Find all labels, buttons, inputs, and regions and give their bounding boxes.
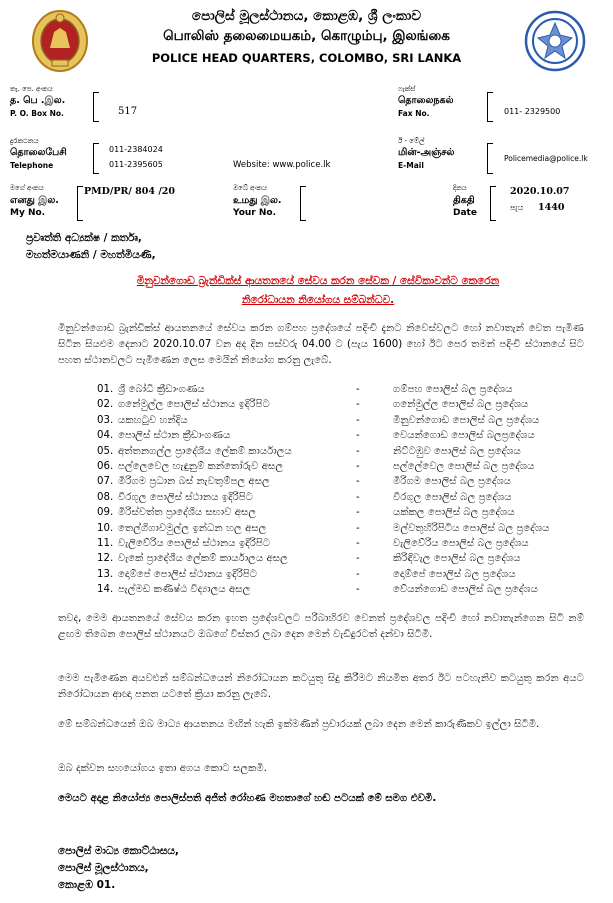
place-number: 03. (97, 414, 114, 426)
paragraph-4: මේ සම්බන්ධයෙන් ඔබ මාධ්‍ය ආයතනය මඟින් හැකි ඉක්මණින් ප්‍රචාරයක් ලබා දෙන මෙන් කාරුණිකව ඉල්ලා සිටිමි. (58, 719, 540, 730)
place-number: 06. (97, 461, 114, 472)
place-division: මීරිගම පොලිස් බල ප්‍රදේශය (393, 476, 512, 488)
place-name: යකහටුව හන්දිය (118, 414, 188, 426)
place-division: නිට්ටඹුව පොලිස් බල ප්‍රදේශය (393, 445, 521, 457)
place-dash: - (356, 553, 360, 565)
place-dash: - (356, 414, 360, 426)
phone-label-en: Telephone (10, 161, 54, 170)
place-name: දොම්පේ පොලිස් ස්ථානය ඉදිරිපිට (118, 568, 258, 580)
place-dash: - (356, 522, 360, 534)
addressee-line-1: ප්‍රවෘත්ති අධ්‍යක්ෂ / කර්තෘ, (26, 232, 142, 244)
place-dash: - (356, 399, 360, 411)
header-title-tamil: பொலிஸ் தலைமையகம், கொழும்பு, இலங்கை (163, 28, 450, 44)
pobox-value: 517 (118, 106, 138, 117)
place-division: යක්කල පොලිස් බල ප්‍රදේශය (393, 507, 515, 519)
place-division: වේයන්ගොඩ පොලිස් බල ප්‍රදේශය (393, 584, 539, 596)
place-dash: - (356, 491, 360, 503)
place-name: පොලිස් ස්ථාන ක්‍රීඩාංගණය (118, 430, 231, 442)
place-dash: - (356, 384, 360, 395)
place-dash: - (356, 445, 360, 457)
place-number: 07. (97, 476, 114, 488)
place-name: පැල්මඩ කණිෂ්ඨ විද්‍යාලය අසල (118, 584, 251, 596)
pobox-label-en: P. O. Box No. (10, 109, 64, 118)
fax-label-si: ෆැක්ස් (398, 85, 416, 93)
place-division: වෙයන්ගොඩ පොලිස් බලප්‍රදේශය (393, 430, 535, 442)
pobox-label-si: තැ. පෙ. අංකය (10, 85, 53, 93)
place-number: 02. (97, 399, 114, 411)
place-division: ගනේමුල්ල පොලිස් බල ප්‍රදේශය (393, 399, 529, 411)
place-name: වීරගුල පොලිස් ස්ථානය ඉදිරිපිට (118, 491, 253, 503)
place-name: ශ්‍රී බෝධි ක්‍රීඩාංගණය (118, 384, 205, 395)
place-division: ගම්පහ පොලිස් බල ප්‍රදේශය (393, 384, 513, 395)
signature-line-2: පොලිස් මූලස්ථානය, (58, 862, 149, 874)
paragraph-6: මෙයට අදාළ නියෝජ්‍ය පොලිස්පති අජිත් රෝහණ මහතාගේ හඬ පටයක් මේ සමග එවමි. (58, 793, 437, 804)
paragraph-3: මෙම පැමිණෙන අයවළුන් සම්බන්ධයෙන් නිරෝධායන කටයුතු සිදු කිරීමට නියමිත අතර ඊට පටහැනිව කටයුතු කරන අයට නිරෝධායන ආඥා පනත යටතේ ක්‍රියා කරනු ලැබේ. (58, 673, 584, 700)
place-number: 14. (97, 584, 114, 596)
paragraph-5: ඔබ දක්වන සහයෝගය ඉතා අගය කොට සලකමි. (58, 763, 267, 774)
place-number: 10. (97, 522, 114, 534)
date-value: 2020.10.07 (510, 186, 570, 197)
place-number: 11. (97, 538, 114, 549)
place-division: පල්ලේවෙල පොලිස් බල ප්‍රදේශය (393, 461, 535, 472)
your-no-label-si: ඔබේ අංකය (233, 184, 267, 192)
place-number: 08. (97, 491, 114, 503)
time-value: 1440 (538, 202, 565, 213)
place-dash: - (356, 538, 360, 549)
fax-value: 011- 2329500 (504, 107, 561, 116)
place-division: මිනුවන්ගොඩ පොලිස් බල ප්‍රදේශය (393, 414, 540, 426)
place-division: වීරගුල පොලිස් බල ප්‍රදේශය (393, 491, 512, 503)
paragraph-2: තවද, මෙම ආයතනයේ සේවය කරන ඉහත ප්‍රදේශවලට පරිබාහිරව වෙනත් ප්‍රදේශවල පදිංචි හෝ නවාතැන්ගෙන සිටි නම් ළඟම තිබෙන පොලිස් ස්ථානයට ඔබගේ විස්තර ලබා දෙන මෙන් වැඩිදුරටත් දන්වා සිටිමි. (58, 613, 584, 640)
place-division: වැලිවේරිය පොලිස් බල ප්‍රදේශය (393, 538, 529, 549)
place-name: වැකේ ප්‍රාදේශීය ලේකම් කාර්යාලය අසල (118, 553, 288, 565)
place-name: පල්ලෙවෙල හැඳුනුම් කන්තෝරුව අසල (118, 461, 284, 472)
place-name: වැලිවේරිය පොලිස් ස්ථානය ඉදිරිපිට (118, 538, 271, 549)
paragraph-1: මිනුවන්ගොඩ බ්‍රැන්ඩික්ස් ආයතනයේ සේවය කරන ගම්පහ ප්‍රදේශයේ පදිංචි දැනට නිවෙස්වලට හෝ නවාතැන් වෙත පැමිණ සිටින සියළුම දෙනාට 2020.10.07 වන අද දින පස්වරු 04.00 ට (පැය 1600) හෝ ඊට පෙර තමන් පදිංචි ස්ථානයේ සිට පහත ස්ථානවලට පැමිණෙන ලෙස මෙයින් නියෝග කරනු ලැබේ. (58, 323, 584, 366)
your-no-label-ta: உமது இல. (233, 195, 282, 206)
date-label-si: දිනය (453, 184, 467, 192)
place-name: මීරිගම ප්‍රධාන බස් නැවතුම්පල අසල (118, 476, 270, 488)
time-label: පැය (510, 203, 524, 212)
place-dash: - (356, 461, 360, 472)
place-name: ගනේමුල්ල පොලිස් ස්ථානය ඉදිරිපිට (118, 399, 270, 411)
place-number: 09. (97, 507, 114, 519)
signature-line-1: පොලිස් මාධ්‍ය කොට්ඨාසය, (58, 845, 179, 857)
fax-label-ta: தொலைநகல் (398, 95, 454, 106)
my-no-label-ta: எனது இல. (10, 195, 59, 206)
place-number: 01. (97, 384, 114, 395)
date-label-ta: திகதி (453, 195, 475, 206)
subject-line-2: නිරෝධායන නියෝගය සම්බන්ධව. (241, 294, 395, 306)
place-number: 12. (97, 553, 114, 565)
place-division: මල්වතුහිරිපිටිය පොලිස් බල ප්‍රදේශය (393, 522, 550, 534)
fax-label-en: Fax No. (398, 109, 430, 118)
place-number: 05. (97, 445, 114, 457)
pobox-label-ta: த. பெ .இல. (10, 95, 66, 106)
place-number: 13. (97, 568, 114, 580)
place-dash: - (356, 584, 360, 596)
place-dash: - (356, 507, 360, 519)
place-division: කිරිඳිවැල පොලිස් බල ප්‍රදේශය (393, 553, 521, 565)
email-label-en: E-Mail (398, 161, 424, 170)
phone-number-2: 011-2395605 (109, 160, 163, 169)
email-label-si: ඊ - මේල් (398, 137, 425, 145)
place-number: 04. (97, 430, 114, 442)
phone-label-si: දුරකථනය (10, 137, 39, 145)
place-dash: - (356, 476, 360, 488)
place-dash: - (356, 568, 360, 580)
email-label-ta: மின்-அஞ்சல் (398, 147, 455, 158)
website-text: Website: www.police.lk (233, 160, 331, 170)
my-no-label-en: My No. (10, 208, 46, 218)
place-division: දොම්පේ පොලිස් බල ප්‍රදේශය (393, 568, 516, 580)
my-no-value: PMD/PR/ 804 /20 (84, 186, 176, 197)
phone-number-1: 011-2384024 (109, 145, 163, 154)
place-name: මිරිස්වත්ත ප්‍රාදේශීය සභාව අසල (118, 507, 257, 519)
place-dash: - (356, 430, 360, 442)
addressee-line-2: මහත්මයාණනි / මහත්මියණි, (26, 249, 156, 261)
header-title-sinhala: පොලිස් මූලස්ථානය, කොළඹ, ශ්‍රී ලංකාව (191, 8, 422, 24)
date-label-en: Date (453, 208, 477, 218)
your-no-label-en: Your No. (233, 208, 276, 218)
my-no-label-si: මගේ අංකය (10, 184, 44, 192)
phone-label-ta: தொலைபேசி (10, 147, 67, 158)
email-value: Policemedia@police.lk (504, 154, 588, 163)
place-name: තෙල්ගිගාවමුල්ල ඉන්ධන හල අසල (118, 522, 267, 534)
subject-line-1: මිනුවන්ගොඩ බ්‍රැන්ඩික්ස් ආයතනයේ සේවය කරන සේවක / සේවිකාවන්ට කෙරෙන (136, 275, 500, 287)
header-title-english: POLICE HEAD QUARTERS, COLOMBO, SRI LANKA (151, 51, 462, 65)
place-name: අත්තනගල්ල ප්‍රාදේශීය ලේකම් කාර්යාලය (118, 445, 292, 457)
signature-line-3: කොළඹ 01. (58, 879, 116, 891)
